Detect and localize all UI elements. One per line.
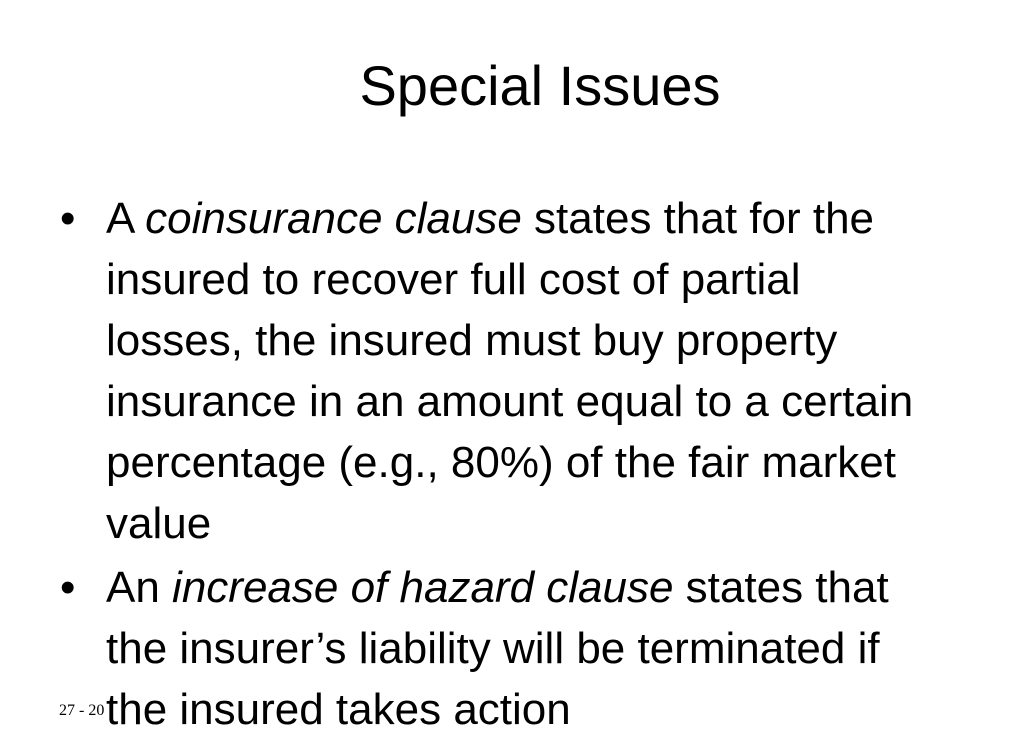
bullet-increase-of-hazard-clause [60, 557, 940, 740]
bullet-marker: • [60, 563, 76, 612]
bullet-term: coinsurance clause [145, 194, 522, 243]
slide-title: Special Issues [359, 54, 721, 117]
bullet-text [106, 563, 889, 734]
bullet-marker: • [60, 194, 76, 243]
bullet-body: states that the insurer’s liability will be terminated if the insured takes action [106, 563, 889, 734]
bullet-list [60, 188, 940, 743]
bullet-text [106, 194, 913, 548]
bullet-lead: A [106, 194, 146, 243]
bullet-body: states that for the insured to recover full cost of partial losses, the insured must buy property insurance in an amount equal to a certain percentage (e.g., 80%) of the fair market value [106, 194, 914, 548]
slide-number: 27 - 20 [59, 702, 105, 719]
bullet-term: increase of hazard clause [172, 563, 674, 612]
bullet-coinsurance-clause [60, 188, 940, 554]
bullet-lead: An [106, 563, 173, 612]
